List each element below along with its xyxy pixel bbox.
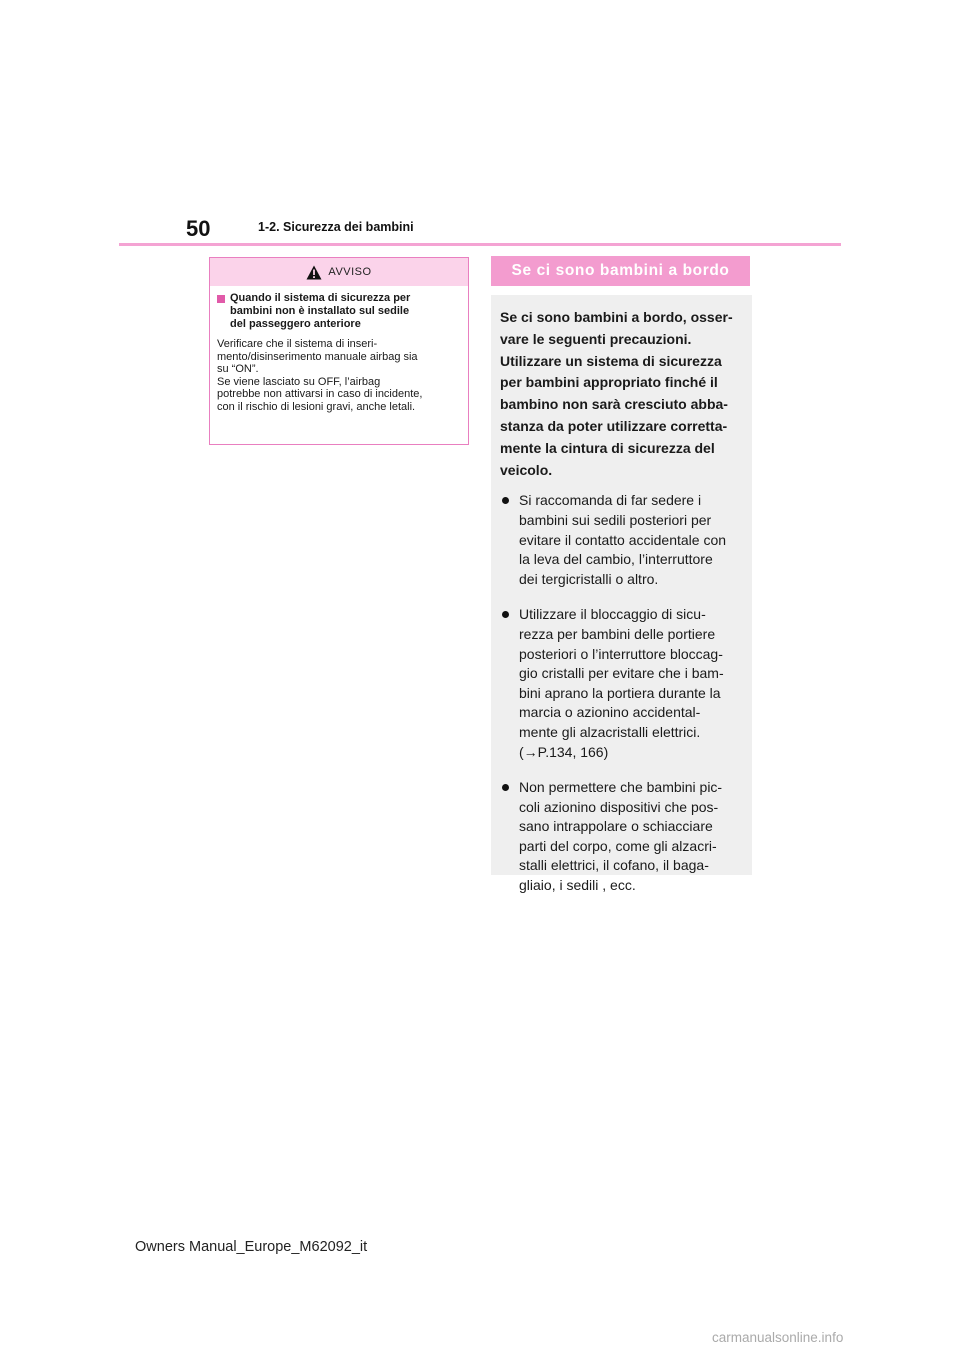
footer-manual-id: Owners Manual_Europe_M62092_it <box>135 1239 368 1255</box>
warning-text: Verificare che il sistema di inseri- mento/disinserimento manuale airbag sia su “ON”. Se viene lasciato su OFF, l’airbag potrebbe non attivarsi in caso di incidente, con il rischio di lesioni gravi, anche letali. <box>217 338 423 413</box>
page-number: 50 <box>186 216 211 241</box>
bullet-dot-icon <box>502 497 509 504</box>
warning-heading-text: Quando il sistema di sicurezza per bambini non è installato sul sedile del passeggero anteriore <box>230 292 411 330</box>
warning-body <box>210 286 468 414</box>
list-item <box>500 491 738 589</box>
list-item-text: Utilizzare il bloccaggio di sicu- rezza per bambini delle portiere posteriori o l’interruttore bloccag- gio cristalli per evitare che i bam- bini aprano la portiera durante la marcia o azionino accidental- mente gli alzacristalli elettrici. (→P.134, 166) <box>519 606 724 760</box>
list-item-text: Si raccomanda di far sedere i bambini sui sedili posteriori per evitare il contatto accidentale con la leva del cambio, l’interruttore dei tergicristalli o altro. <box>519 492 727 587</box>
warning-box <box>209 257 469 445</box>
bullet-dot-icon <box>502 784 509 791</box>
bullet-dot-icon <box>502 611 509 618</box>
warning-title: AVVISO <box>328 266 372 278</box>
warning-triangle-icon <box>306 265 322 280</box>
section-heading <box>491 256 750 286</box>
section-heading-text: Se ci sono bambini a bordo <box>511 262 730 279</box>
square-bullet-icon <box>217 295 225 303</box>
warning-heading <box>217 292 460 331</box>
list-item-text: Non permettere che bambini pic- coli azionino dispositivi che pos- sano intrappolare o schiacciare parti del corpo, come gli alzacri- stalli elettrici, il cofano, il baga- gliaio, i sedili , ecc. <box>519 779 723 894</box>
warning-header <box>210 258 468 286</box>
watermark: carmanualsonline.info <box>712 1330 844 1345</box>
header-divider <box>119 243 841 246</box>
list-item <box>500 605 738 762</box>
section-title: 1-2. Sicurezza dei bambini <box>258 220 414 234</box>
info-box <box>491 295 752 894</box>
intro-text: Se ci sono bambini a bordo, osser- vare le seguenti precauzioni. Utilizzare un sistema di sicurezza per bambini appropriato finché il bambino non sarà cresciuto abba- stanza da poter utilizzare corretta- mente la cintura di sicurezza del veicolo. <box>500 309 733 478</box>
list-item <box>500 778 738 896</box>
bullet-list <box>500 491 738 895</box>
